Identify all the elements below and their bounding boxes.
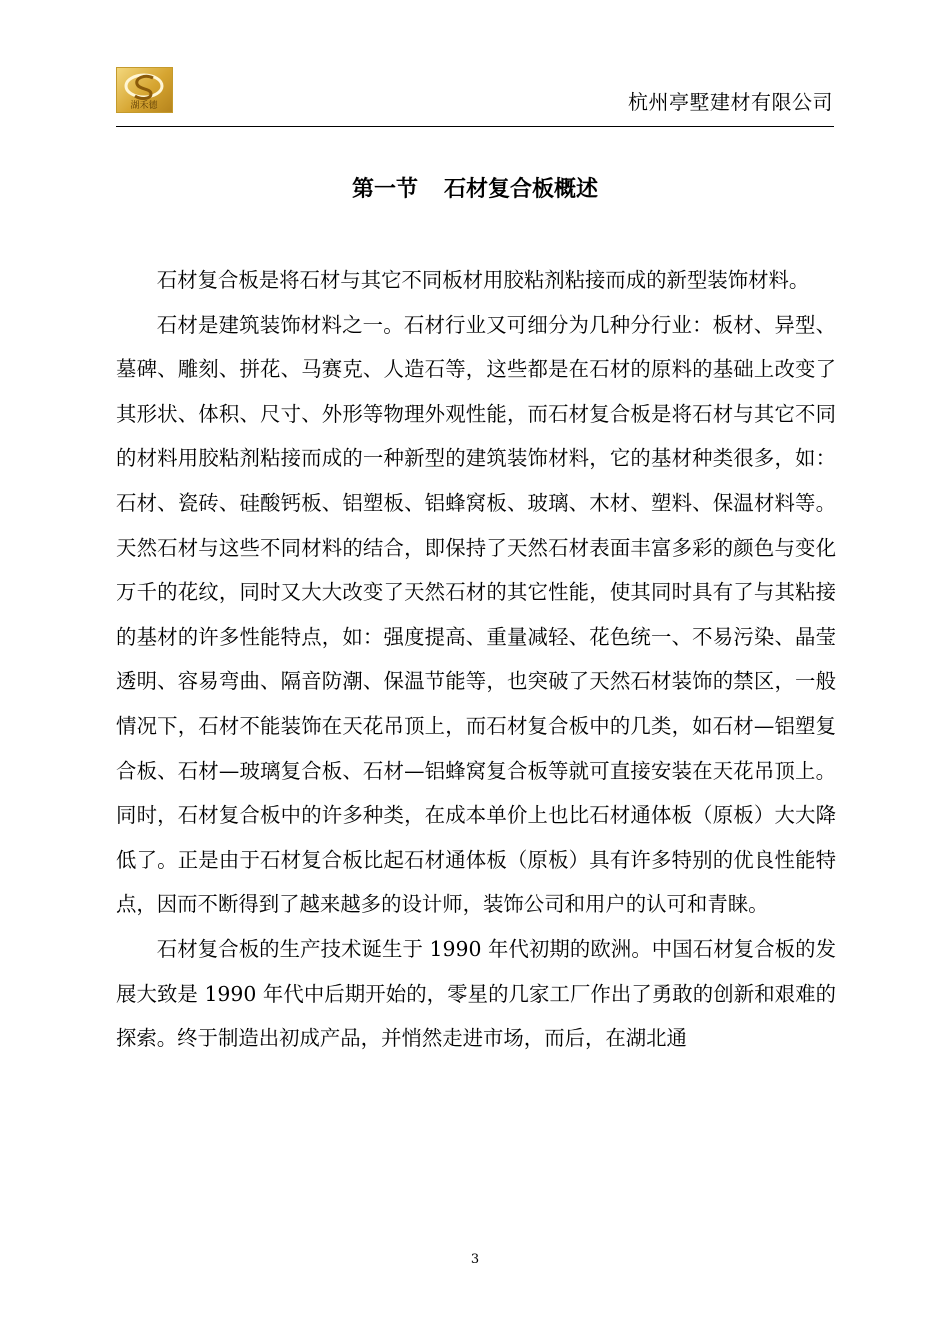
paragraph: 石材复合板是将石材与其它不同板材用胶粘剂粘接而成的新型装饰材料。 — [156, 268, 810, 292]
company-logo — [116, 67, 173, 113]
logo-text: 湖禾德 — [130, 101, 158, 111]
paragraph: 石材是建筑装饰材料之一。石材行业又可细分为几种分行业：板材、异型、墓碑、雕刻、拼花、马赛克、人造石等，这些都是在石材的原料的基础上改变了其形状、体积、尺寸、外形等物理外观性能，而石材复合板是将石材与其它不同的材料用胶粘剂粘接而成的一种新型的建筑装饰材料，它的基材种类很多，如：石材、瓷砖、硅酸钙板、铝塑板、铝蜂窝板、玻璃、木材、塑料、保温材料等。天然石材与这些不同材料的结合，即保持了天然石材表面丰富多彩的颜色与变化万千的花纹，同时又大大改变了天然石材的其它性能，使其同时具有了与其粘接的基材的许多性能特点，如：强度提高、重量减轻、花色统一、不易污染、晶莹透明、容易弯曲、隔音防潮、保温节能等，也突破了天然石材装饰的禁区，一般情况下，石材不能装饰在天花吊顶上，而石材复合板中的几类，如石材—铝塑复合板、石材—玻璃复合板、石材—铝蜂窝复合板等就可直接安装在天花吊顶上。同时，石材复合板中的许多种类，在成本单价上也比石材通体板（原板）大大降低了。正是由于石材复合板比起石材通体板（原板）具有许多特别的优良性能特点，因而不断得到了越来越多的设计师，装饰公司和用户的认可和青睐。 — [116, 312, 836, 917]
section-heading: 石材复合板概述 — [444, 177, 599, 202]
logo-emblem-icon — [117, 68, 172, 112]
section-number: 第一节 — [351, 177, 418, 202]
company-name: 杭州亭墅建材有限公司 — [628, 90, 833, 114]
paragraph: 石材复合板的生产技术诞生于 1990 年代初期的欧洲。中国石材复合板的发展大致是 1990 年代中后期开始的，零星的几家工厂作出了勇敢的创新和艰难的探索。终于制造出初成产品，并悄然走进市场，而后，在湖北通 — [116, 936, 836, 1051]
page-number: 3 — [470, 1252, 480, 1267]
header-divider — [116, 126, 834, 127]
document-body — [116, 258, 836, 1061]
section-title — [0, 172, 950, 203]
